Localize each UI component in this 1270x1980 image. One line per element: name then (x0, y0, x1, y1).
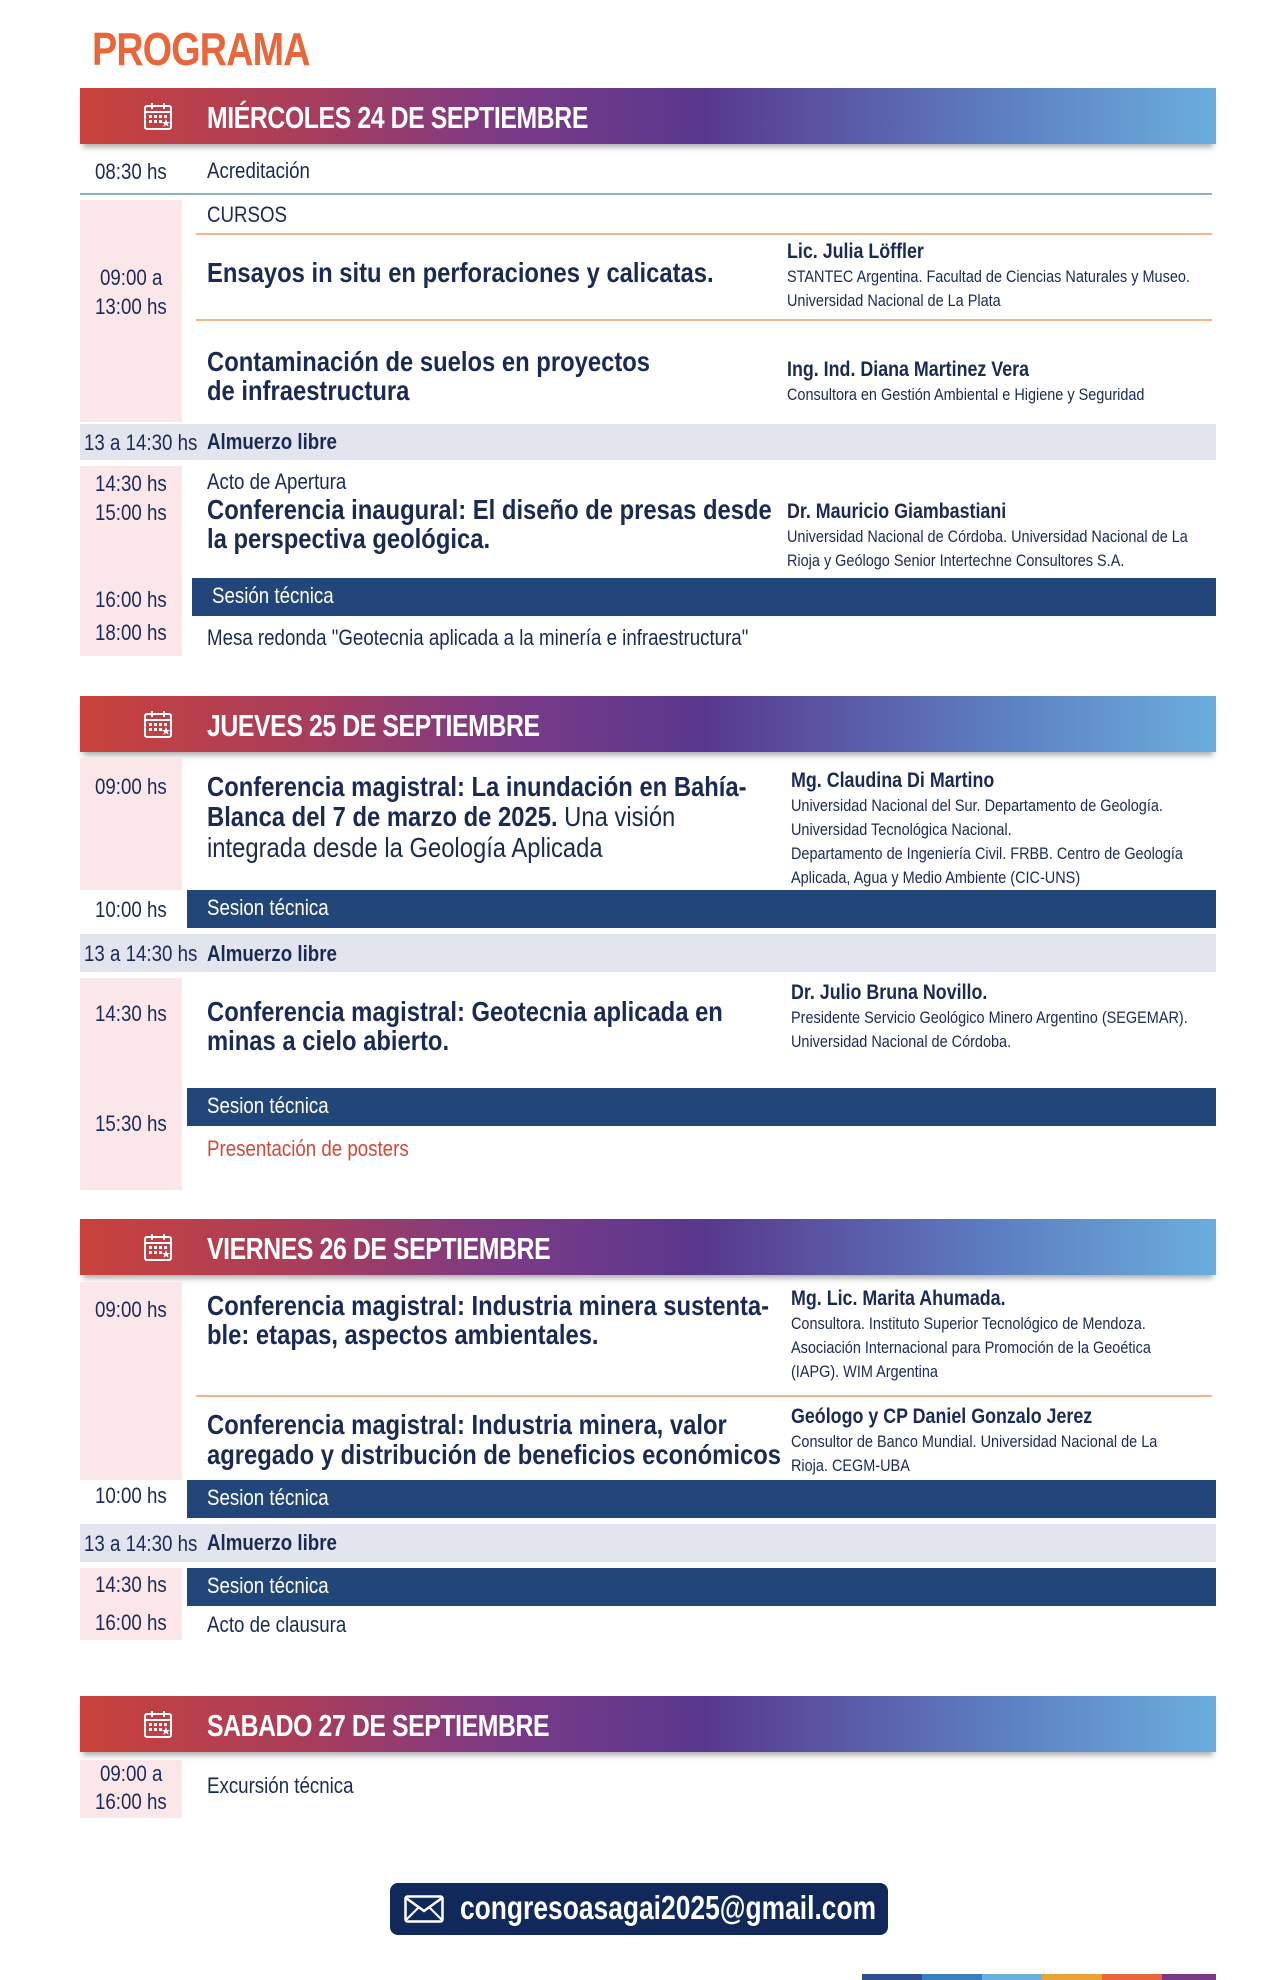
conference-title: Conferencia magistral: Industria minera sustenta- (207, 1290, 770, 1321)
conference-title: Conferencia inaugural: El diseño de presas desde (207, 494, 772, 525)
session-label: Sesion técnica (207, 1485, 329, 1510)
time-label: 14:30 hs (95, 1572, 167, 1597)
speaker-affiliation: Universidad Nacional de La Plata (787, 291, 1001, 310)
time-label: 18:00 hs (95, 620, 167, 645)
session-label: Sesión técnica (212, 583, 334, 608)
divider (196, 233, 1212, 235)
day-title: VIERNES 26 DE SEPTIEMBRE (207, 1231, 551, 1266)
section-cursos: CURSOS (207, 202, 288, 227)
email-address[interactable]: congresoasagai2025@gmail.com (460, 1889, 877, 1926)
session-row (187, 1480, 1216, 1518)
decorative-stripe (922, 1974, 982, 1980)
speaker-affiliation: Departamento de Ingeniería Civil. FRBB. Centro de Geología (791, 844, 1183, 863)
session-label: Sesion técnica (207, 1573, 329, 1598)
day-header-thursday (80, 696, 1216, 752)
speaker-affiliation: Rioja y Geólogo Senior Intertechne Consultores S.A. (787, 551, 1125, 570)
conference-title: agregado y distribución de beneficios económicos (207, 1439, 781, 1470)
day-header-wednesday (80, 88, 1216, 144)
speaker-affiliation: Aplicada, Agua y Medio Ambiente (CIC-UNS) (791, 868, 1081, 887)
time-label: 16:00 hs (95, 587, 167, 612)
time-label: 09:00 hs (95, 774, 167, 799)
speaker-name: Dr. Mauricio Giambastiani (787, 500, 1007, 523)
divider (80, 193, 1212, 195)
time-label: 16:00 hs (95, 1789, 167, 1814)
divider (196, 1395, 1212, 1397)
session-row (187, 1568, 1216, 1606)
course-title: de infraestructura (207, 375, 410, 406)
day-header-friday (80, 1219, 1216, 1275)
event-excursion: Excursión técnica (207, 1773, 354, 1798)
conference-title: ble: etapas, aspectos ambientales. (207, 1319, 599, 1350)
speaker-affiliation: Universidad Nacional de Córdoba. Universidad Nacional de La (787, 527, 1188, 546)
speaker-affiliation: Presidente Servicio Geológico Minero Argentino (SEGEMAR). (791, 1008, 1188, 1027)
decorative-stripe (1042, 1974, 1102, 1980)
speaker-affiliation: Consultora. Instituto Superior Tecnológico de Mendoza. (791, 1314, 1146, 1333)
lunch-label: Almuerzo libre (207, 941, 337, 966)
time-label: 10:00 hs (95, 1483, 167, 1508)
speaker-affiliation: (IAPG). WIM Argentina (791, 1362, 938, 1381)
speaker-affiliation: Consultora en Gestión Ambiental e Higiene y Seguridad (787, 385, 1145, 404)
conference-title: Conferencia magistral: Industria minera, valor (207, 1409, 727, 1440)
session-row (187, 890, 1216, 928)
divider (196, 319, 1212, 321)
time-label: 15:00 hs (95, 500, 167, 525)
conference-title: Conferencia magistral: La inundación en Bahía- (207, 771, 747, 802)
time-label: 10:00 hs (95, 897, 167, 922)
time-label: 09:00 a (100, 265, 163, 290)
course-title: Contaminación de suelos en proyectos (207, 346, 651, 377)
speaker-affiliation: Asociación Internacional para Promoción de la Geoética (791, 1338, 1151, 1357)
event-apertura: Acto de Apertura (207, 469, 347, 494)
calendar-icon (142, 708, 174, 740)
day-header-saturday (80, 1696, 1216, 1752)
speaker-affiliation: Consultor de Banco Mundial. Universidad Nacional de La (791, 1432, 1158, 1451)
day-title: MIÉRCOLES 24 DE SEPTIEMBRE (207, 100, 588, 135)
day-title: JUEVES 25 DE SEPTIEMBRE (207, 708, 540, 743)
speaker-name: Dr. Julio Bruna Novillo. (791, 981, 988, 1004)
decorative-stripe (982, 1974, 1042, 1980)
session-row (187, 1088, 1216, 1126)
speaker-name: Lic. Julia Löffler (787, 240, 924, 263)
conference-title (207, 802, 675, 832)
time-label: 13 a 14:30 hs (84, 430, 198, 455)
calendar-icon (142, 1708, 174, 1740)
time-label: 14:30 hs (95, 471, 167, 496)
speaker-affiliation: Universidad Nacional de Córdoba. (791, 1032, 1012, 1051)
session-row (192, 578, 1216, 616)
decorative-stripe (862, 1974, 922, 1980)
speaker-name: Mg. Claudina Di Martino (791, 769, 995, 792)
speaker-name: Mg. Lic. Marita Ahumada. (791, 1287, 1006, 1310)
decorative-stripe (1102, 1974, 1162, 1980)
event-clausura: Acto de clausura (207, 1612, 347, 1637)
time-label: 08:30 hs (95, 159, 167, 184)
lunch-label: Almuerzo libre (207, 429, 337, 454)
event-acreditacion: Acreditación (207, 158, 310, 183)
page-title: PROGRAMA (92, 23, 310, 75)
speaker-affiliation: Rioja. CEGM-UBA (791, 1456, 910, 1475)
time-label: 16:00 hs (95, 1610, 167, 1635)
course-title: Ensayos in situ en perforaciones y calicatas. (207, 257, 714, 288)
time-label: 13 a 14:30 hs (84, 1531, 198, 1556)
speaker-affiliation: Universidad Tecnológica Nacional. (791, 820, 1012, 839)
event-mesa-redonda: Mesa redonda "Geotecnia aplicada a la minería e infraestructura" (207, 625, 749, 650)
time-label: 13 a 14:30 hs (84, 941, 198, 966)
event-posters: Presentación de posters (207, 1136, 409, 1161)
conference-subtitle: integrada desde la Geología Aplicada (207, 832, 603, 863)
conference-title-regular: Una visión (557, 801, 676, 832)
time-label: 09:00 hs (95, 1297, 167, 1322)
calendar-icon (142, 1231, 174, 1263)
speaker-name: Ing. Ind. Diana Martinez Vera (787, 358, 1030, 381)
decorative-stripe (1162, 1974, 1216, 1980)
conference-title: la perspectiva geológica. (207, 523, 491, 554)
conference-title-bold: Blanca del 7 de marzo de 2025. (207, 801, 558, 832)
time-label: 15:30 hs (95, 1111, 167, 1136)
conference-title: Conferencia magistral: Geotecnia aplicada en (207, 996, 723, 1027)
session-label: Sesion técnica (207, 895, 329, 920)
time-label: 14:30 hs (95, 1001, 167, 1026)
lunch-label: Almuerzo libre (207, 1530, 337, 1555)
time-label: 09:00 a (100, 1761, 163, 1786)
speaker-name: Geólogo y CP Daniel Gonzalo Jerez (791, 1405, 1093, 1428)
envelope-icon (404, 1895, 444, 1923)
session-label: Sesion técnica (207, 1093, 329, 1118)
speaker-affiliation: Universidad Nacional del Sur. Departamento de Geología. (791, 796, 1163, 815)
day-title: SABADO 27 DE SEPTIEMBRE (207, 1708, 550, 1743)
time-label: 13:00 hs (95, 294, 167, 319)
calendar-icon (142, 100, 174, 132)
conference-title: minas a cielo abierto. (207, 1025, 450, 1056)
speaker-affiliation: STANTEC Argentina. Facultad de Ciencias Naturales y Museo. (787, 267, 1190, 286)
email-contact[interactable] (390, 1883, 888, 1935)
